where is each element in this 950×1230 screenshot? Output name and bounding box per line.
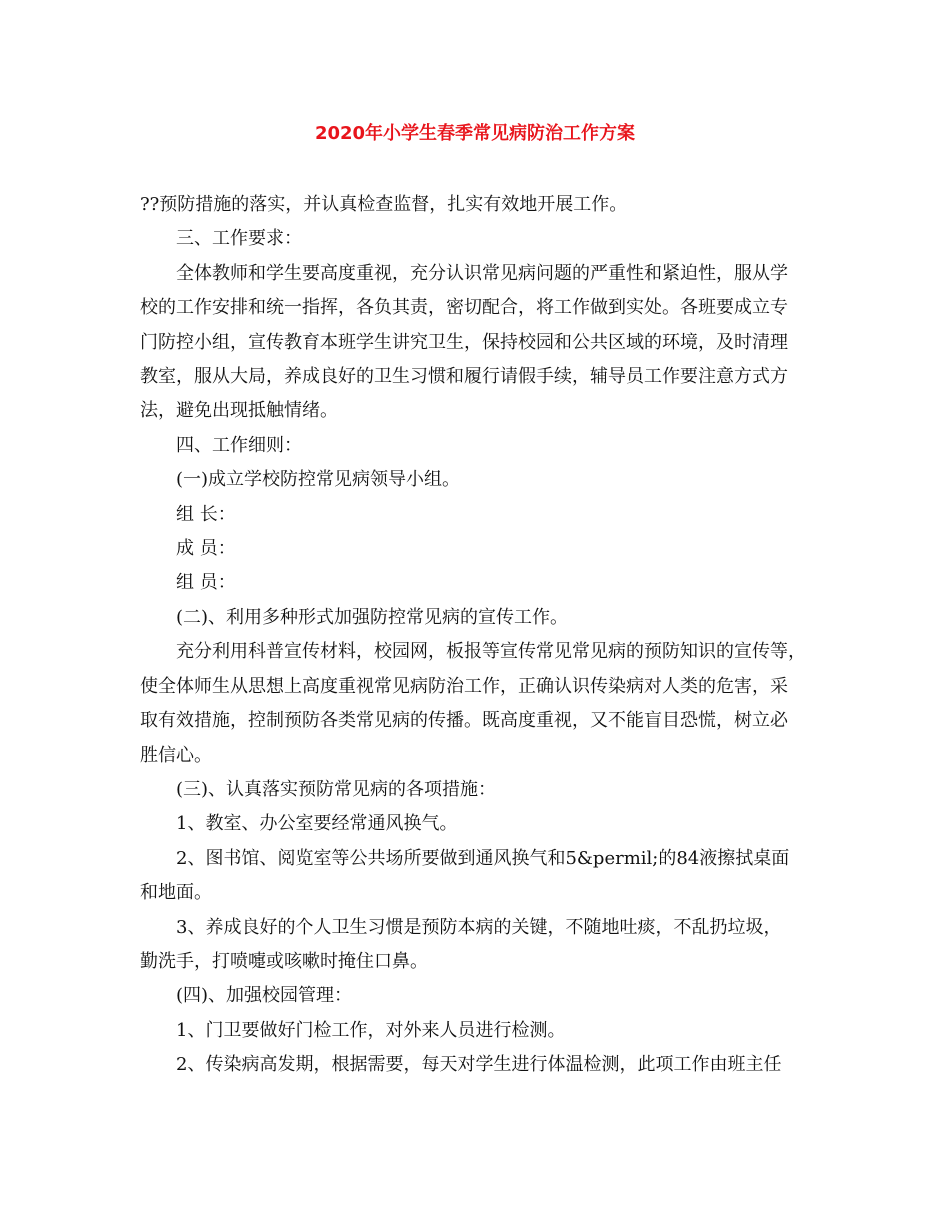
paragraph-line: (四)、加强校园管理：: [176, 985, 353, 1007]
paragraph-line: 教室，服从大局，养成良好的卫生习惯和履行请假手续，辅导员工作要注意方式方: [140, 366, 788, 388]
paragraph-line: 门防控小组，宣传教育本班学生讲究卫生，保持校园和公共区域的环境，及时清理: [140, 331, 788, 353]
paragraph-line: 勤洗手，打喷嚏或咳嗽时掩住口鼻。: [140, 950, 428, 972]
paragraph-line: 校的工作安排和统一指挥，各负其责，密切配合，将工作做到实处。各班要成立专: [140, 297, 788, 319]
paragraph-line: 2、传染病高发期，根据需要，每天对学生进行体温检测，此项工作由班主任: [176, 1054, 782, 1076]
paragraph-line: 充分利用科普宣传材料，校园网，板报等宣传常见常见病的预防知识的宣传等，: [176, 641, 806, 663]
paragraph-line: 取有效措施，控制预防各类常见病的传播。既高度重视，又不能盲目恐慌，树立必: [140, 710, 788, 732]
paragraph-line: 成 员：: [176, 538, 236, 560]
paragraph-line: (一)成立学校防控常见病领导小组。: [176, 469, 461, 491]
paragraph-line: (二)、利用多种形式加强防控常见病的宣传工作。: [176, 606, 569, 628]
paragraph-line: 和地面。: [140, 882, 212, 904]
paragraph-line: 2、图书馆、阅览室等公共场所要做到通风换气和5&permil;的84液擦拭桌面: [176, 847, 790, 869]
paragraph-line: 四、工作细则：: [176, 434, 302, 456]
paragraph-line: 1、门卫要做好门检工作，对外来人员进行检测。: [176, 1019, 566, 1041]
paragraph-line: 三、工作要求：: [176, 228, 302, 250]
document-body: [140, 188, 812, 1083]
paragraph-line: 法，避免出现抵触情绪。: [140, 400, 338, 422]
document-title: 2020年小学生春季常见病防治工作方案: [314, 123, 636, 144]
paragraph-line: 1、教室、办公室要经常通风换气。: [176, 813, 458, 835]
paragraph-line: ??预防措施的落实，并认真检查监督，扎实有效地开展工作。: [140, 194, 628, 215]
paragraph-line: (三)、认真落实预防常见病的各项措施：: [176, 778, 497, 800]
paragraph-line: 全体教师和学生要高度重视，充分认识常见病问题的严重性和紧迫性，服从学: [176, 262, 788, 284]
paragraph-line: 3、养成良好的个人卫生习惯是预防本病的关键，不随地吐痰，不乱扔垃圾，: [176, 916, 782, 938]
paragraph-line: 胜信心。: [140, 744, 212, 766]
paragraph-line: 组 员：: [176, 572, 236, 594]
paragraph-line: 组 长：: [176, 503, 236, 525]
paragraph-line: 使全体师生从思想上高度重视常见病防治工作，正确认识传染病对人类的危害，采: [140, 675, 788, 697]
